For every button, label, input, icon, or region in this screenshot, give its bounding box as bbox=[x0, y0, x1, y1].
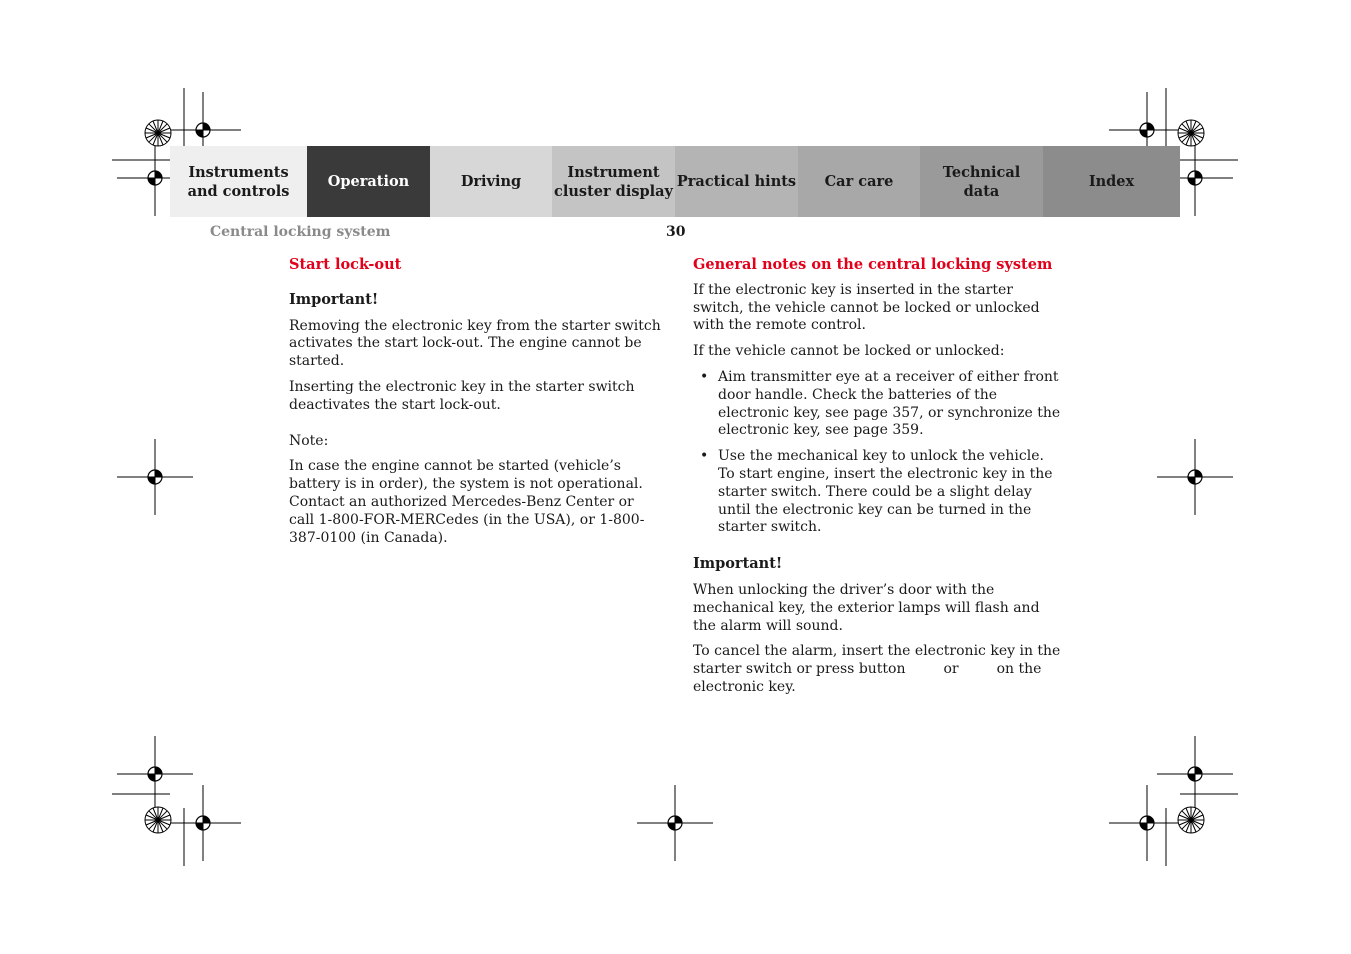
page-number: 30 bbox=[666, 224, 686, 240]
start-lockout-heading: Start lock-out bbox=[289, 256, 402, 273]
tab-label: Technical data bbox=[942, 163, 1021, 200]
bottom-center-mark bbox=[637, 785, 713, 861]
tab-label: Index bbox=[1088, 173, 1135, 190]
chapter-tabs bbox=[170, 146, 1180, 217]
paragraph: Removing the electronic key from the starter switch activates the start lock-out. The engine cannot be started. bbox=[289, 317, 661, 370]
list-item bbox=[693, 448, 1063, 537]
tab-index[interactable] bbox=[1043, 146, 1180, 217]
paragraph bbox=[693, 643, 1063, 696]
text-run: on the electronic key. bbox=[693, 661, 1042, 695]
right-column bbox=[693, 256, 1063, 705]
tab-label: Car care bbox=[824, 173, 894, 190]
tab-label: Practical hints bbox=[676, 173, 797, 190]
tab-instrument-cluster-display[interactable] bbox=[552, 146, 675, 217]
bullet-icon: • bbox=[700, 368, 709, 385]
note-label: Note: bbox=[289, 432, 329, 449]
tab-instruments-and-controls[interactable] bbox=[170, 146, 307, 217]
tab-car-care[interactable] bbox=[798, 146, 920, 217]
bullet-list bbox=[693, 369, 1063, 537]
corner-marks-bottom-right bbox=[1109, 736, 1238, 866]
tab-label: Driving bbox=[460, 173, 522, 190]
tab-driving[interactable] bbox=[430, 146, 552, 217]
corner-marks-bottom-left bbox=[112, 736, 241, 866]
tab-operation[interactable] bbox=[307, 146, 430, 217]
section-header: Central locking system bbox=[210, 224, 391, 240]
bullet-icon: • bbox=[700, 448, 709, 465]
side-mark-left bbox=[117, 439, 193, 515]
text-run: To cancel the alarm, insert the electronic key in the starter switch or press button bbox=[693, 643, 1061, 678]
paragraph: When unlocking the driver’s door with the mechanical key, the exterior lamps will flash and the alarm will sound. bbox=[693, 581, 1040, 634]
side-mark-right bbox=[1157, 439, 1233, 515]
note-text: In case the engine cannot be started (vehicle’s battery is in order), the system is not operational. Contact an authorized Mercedes-Benz Center or call 1-800-FOR-MERCedes (in the USA), or 1-800-387-0100 (in Canada). bbox=[289, 458, 645, 546]
tab-practical-hints[interactable] bbox=[675, 146, 798, 217]
general-notes-heading: General notes on the central locking system bbox=[693, 256, 1053, 273]
left-column bbox=[289, 256, 661, 555]
paragraph: If the electronic key is inserted in the starter switch, the vehicle cannot be locked or unlocked with the remote control. bbox=[693, 281, 1040, 334]
list-item bbox=[693, 369, 1063, 440]
tab-label: Operation bbox=[327, 173, 410, 190]
list-item-text: Use the mechanical key to unlock the vehicle. To start engine, insert the electronic key in the starter switch. There could be a slight delay until the electronic key can be turned in the starter switch. bbox=[718, 448, 1053, 536]
text-run: or bbox=[943, 661, 959, 678]
important-label: Important! bbox=[289, 290, 379, 308]
paragraph: If the vehicle cannot be locked or unlocked: bbox=[693, 343, 1005, 360]
important-label: Important! bbox=[693, 555, 783, 573]
tab-label: Instruments and controls bbox=[187, 163, 290, 200]
tab-label: Instrument cluster display bbox=[554, 163, 673, 200]
list-item-text: Aim transmitter eye at a receiver of either front door handle. Check the batteries of the electronic key, see page 357, or synchronize the electronic key, see page 359. bbox=[718, 368, 1061, 439]
tab-technical-data[interactable] bbox=[920, 146, 1043, 217]
paragraph: Inserting the electronic key in the starter switch deactivates the start lock-out. bbox=[289, 378, 635, 413]
